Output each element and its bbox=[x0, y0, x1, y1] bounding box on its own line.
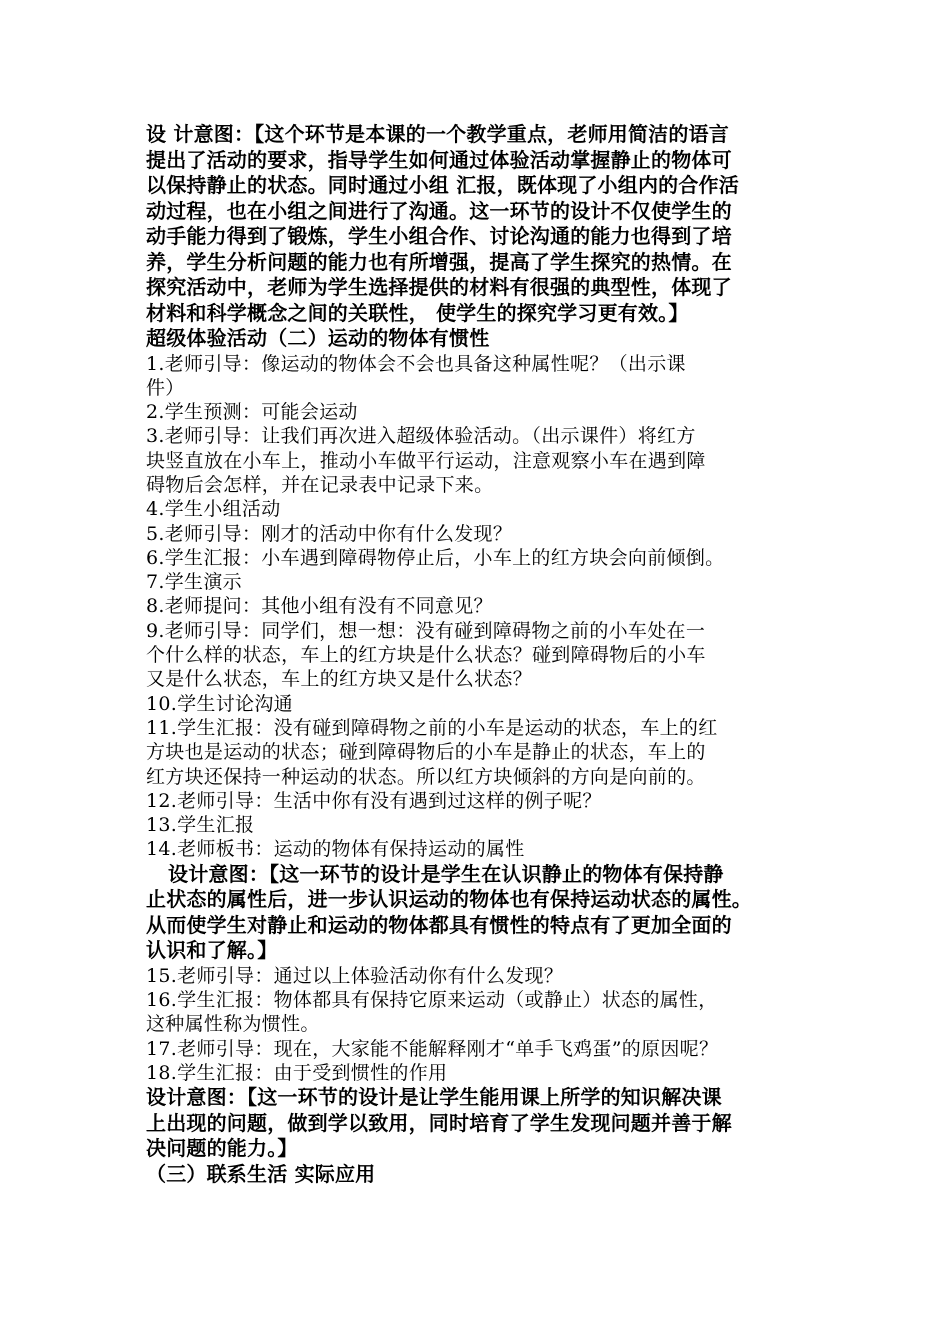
text-line: 12.老师引导：生活中你有没有遇到过这样的例子呢？ bbox=[146, 789, 602, 812]
text-line: 3.老师引导：让我们再次进入超级体验活动。（出示课件）将红方 bbox=[146, 425, 696, 448]
bold-text-line: 动手能力得到了锻炼，学生小组合作、讨论沟通的能力也得到了培 bbox=[146, 224, 732, 248]
text-line: 块竖直放在小车上，推动小车做平行运动，注意观察小车在遇到障 bbox=[146, 449, 706, 472]
text-line: 15.老师引导：通过以上体验活动你有什么发现？ bbox=[146, 964, 564, 987]
text-line: 16.学生汇报：物体都具有保持它原来运动（或静止）状态的属性， bbox=[146, 989, 718, 1012]
bold-text-line: 动过程，也在小组之间进行了沟通。这一环节的设计不仅使学生的 bbox=[146, 198, 732, 223]
document-body bbox=[146, 122, 826, 1187]
text-line: 方块也是运动的状态；碰到障碍物后的小车是静止的状态，车上的 bbox=[146, 741, 706, 764]
text-line: 这种属性称为惯性。 bbox=[146, 1013, 320, 1036]
bold-text-line: 设计意图：【这一环节的设计是学生在认识静止的物体有保持静 bbox=[168, 861, 724, 886]
text-line: 个什么样的状态，车上的红方块是什么状态？碰到障碍物后的小车 bbox=[146, 644, 706, 667]
text-line: 6.学生汇报：小车遇到障碍物停止后，小车上的红方块会向前倾倒。 bbox=[146, 546, 725, 569]
text-line: 14.老师板书：运动的物体有保持运动的属性 bbox=[146, 838, 525, 861]
text-line: 2.学生预测：可能会运动 bbox=[146, 401, 358, 424]
bold-text-line: （三）联系生活 实际应用 bbox=[146, 1161, 376, 1186]
bold-text-line: 设计意图：【这一环节的设计是让学生能用课上所学的知识解决课 bbox=[146, 1085, 722, 1110]
bold-text-line: 设 计意图：【这个环节是本课的一个教学重点，老师用简洁的语言 bbox=[146, 122, 729, 146]
bold-text-line: 探究活动中，老师为学生选择提供的材料有很强的典型性，体现了 bbox=[146, 275, 732, 299]
text-line: 13.学生汇报 bbox=[146, 814, 255, 837]
bold-text-line: 提出了活动的要求，指导学生如何通过体验活动掌握静止的物体可 bbox=[146, 147, 732, 172]
bold-text-line: 从而使学生对静止和运动的物体都具有惯性的特点有了更加全面的 bbox=[146, 912, 732, 937]
bold-text-line: 以保持静止的状态。同时通过小组 汇报，既体现了小组内的合作活 bbox=[146, 173, 739, 197]
bold-text-line: 认识和了解。】 bbox=[146, 938, 278, 963]
text-line: 4.学生小组活动 bbox=[146, 498, 281, 521]
text-line: 8.老师提问：其他小组有没有不同意见？ bbox=[146, 595, 493, 618]
text-line: 1.老师引导：像运动的物体会不会也具备这种属性呢？（出示课 bbox=[146, 352, 686, 375]
bold-text-line: 上出现的问题，做到学以致用，同时培育了学生发现问题并善于解 bbox=[146, 1110, 732, 1135]
text-line: 碍物后会怎样，并在记录表中记录下来。 bbox=[146, 473, 494, 496]
text-line: 17.老师引导：现在，大家能不能解释刚才“单手飞鸡蛋”的原因呢？ bbox=[146, 1037, 719, 1060]
text-line: 18.学生汇报：由于受到惯性的作用 bbox=[146, 1061, 448, 1084]
text-line: 11.学生汇报：没有碰到障碍物之前的小车是运动的状态，车上的红 bbox=[146, 716, 718, 739]
text-line: 5.老师引导：刚才的活动中你有什么发现？ bbox=[146, 522, 513, 545]
text-line: 10.学生讨论沟通 bbox=[146, 692, 293, 715]
bold-text-line: 养，学生分析问题的能力也有所增强，提高了学生探究的热情。在 bbox=[146, 249, 732, 274]
bold-text-line: 决问题的能力。】 bbox=[146, 1136, 298, 1161]
bold-text-line: 止状态的属性后，进一步认识运动的物体也有保持运动状态的属性。 bbox=[146, 887, 752, 912]
text-line: 件） bbox=[146, 376, 185, 399]
text-line: 9.老师引导：同学们，想一想：没有碰到障碍物之前的小车处在一 bbox=[146, 619, 706, 642]
text-line: 又是什么状态，车上的红方块又是什么状态？ bbox=[146, 668, 533, 691]
text-line: 红方块还保持一种运动的状态。所以红方块倾斜的方向是向前的。 bbox=[146, 765, 706, 788]
text-line: 7.学生演示 bbox=[146, 571, 242, 594]
bold-text-line: 材料和科学概念之间的关联性， 使学生的探究学习更有效。】 bbox=[146, 300, 689, 325]
bold-text-line: 超级体验活动（二）运动的物体有惯性 bbox=[146, 326, 490, 350]
